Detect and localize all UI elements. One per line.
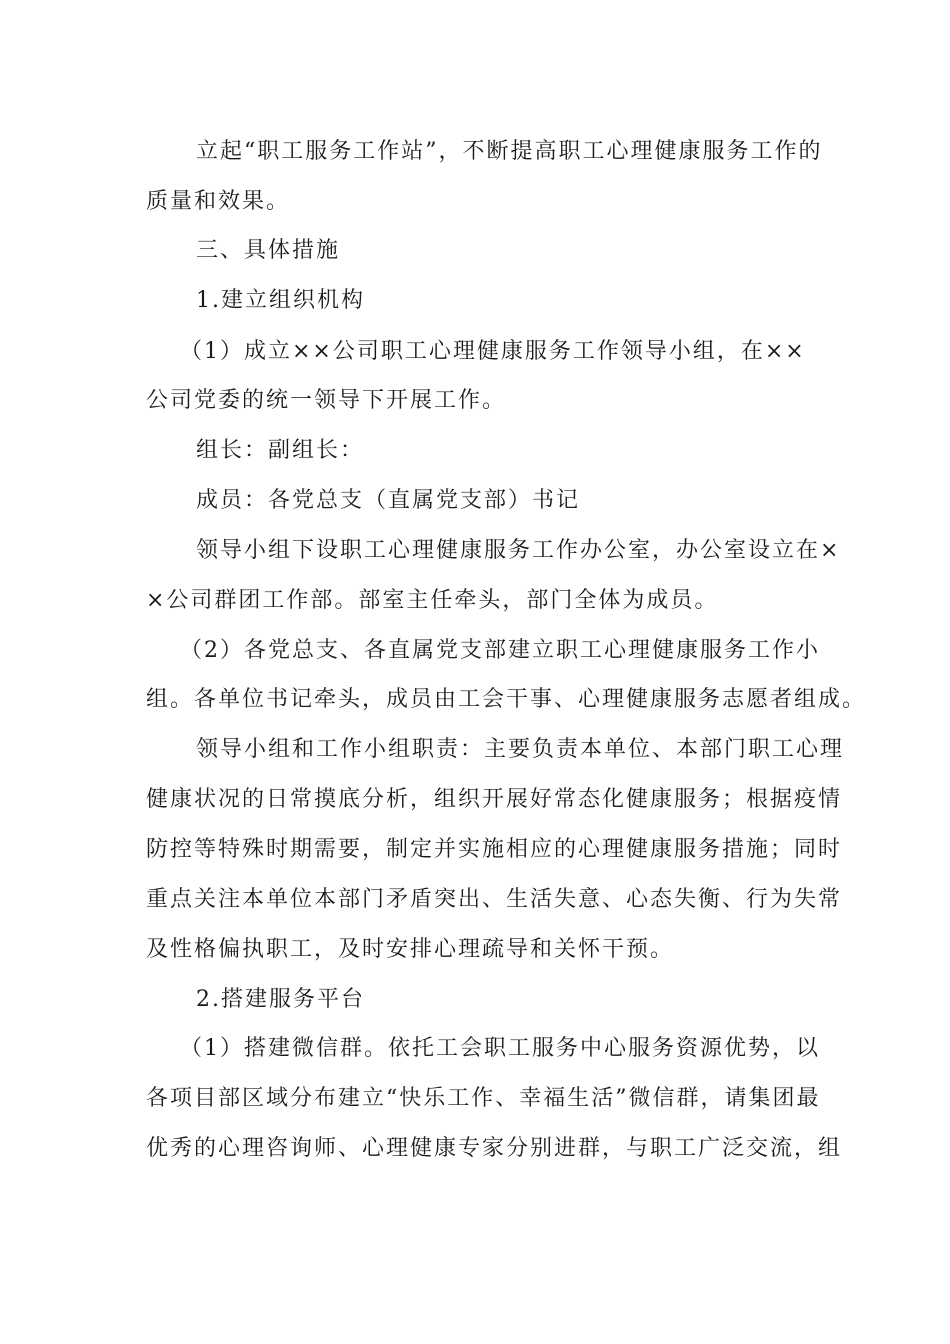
paragraph-line: 领导小组下设职工心理健康服务工作办公室，办公室设立在× [196, 538, 841, 563]
paragraph-line: （2）各党总支、各直属党支部建立职工心理健康服务工作小 [180, 638, 820, 663]
paragraph-line: 组。各单位书记牵头，成员由工会干事、心理健康服务志愿者组成。 [146, 687, 867, 712]
paragraph-line: （1）搭建微信群。依托工会职工服务中心服务资源优势，以 [180, 1036, 820, 1061]
paragraph-line: 领导小组和工作小组职责：主要负责本单位、本部门职工心理 [196, 737, 845, 762]
paragraph-line: 组长：副组长： [196, 438, 365, 463]
paragraph-line: 及性格偏执职工，及时安排心理疏导和关怀干预。 [146, 937, 675, 962]
paragraph-line: 重点关注本单位本部门矛盾突出、生活失意、心态失衡、行为失常 [146, 887, 843, 912]
subsection-heading: 1.建立组织机构 [196, 288, 365, 313]
paragraph-line: ×公司群团工作部。部室主任牵头，部门全体为成员。 [146, 588, 719, 613]
paragraph-line: 质量和效果。 [146, 189, 291, 214]
paragraph-line: 优秀的心理咨询师、心理健康专家分别进群，与职工广泛交流，组 [146, 1136, 843, 1161]
paragraph-line: 公司党委的统一领导下开展工作。 [146, 388, 507, 413]
paragraph-line: 健康状况的日常摸底分析，组织开展好常态化健康服务；根据疫情 [146, 787, 843, 812]
paragraph-line: 防控等特殊时期需要，制定并实施相应的心理健康服务措施；同时 [146, 837, 843, 862]
subsection-heading: 2.搭建服务平台 [196, 987, 365, 1012]
paragraph-line: （1）成立××公司职工心理健康服务工作领导小组，在×× [180, 339, 806, 364]
section-heading: 三、具体措施 [196, 238, 341, 263]
paragraph-line: 各项目部区域分布建立“快乐工作、幸福生活”微信群，请集团最 [146, 1086, 821, 1111]
paragraph-line: 成员：各党总支（直属党支部）书记 [196, 488, 581, 513]
paragraph-line: 立起“职工服务工作站”，不断提高职工心理健康服务工作的 [196, 139, 823, 164]
